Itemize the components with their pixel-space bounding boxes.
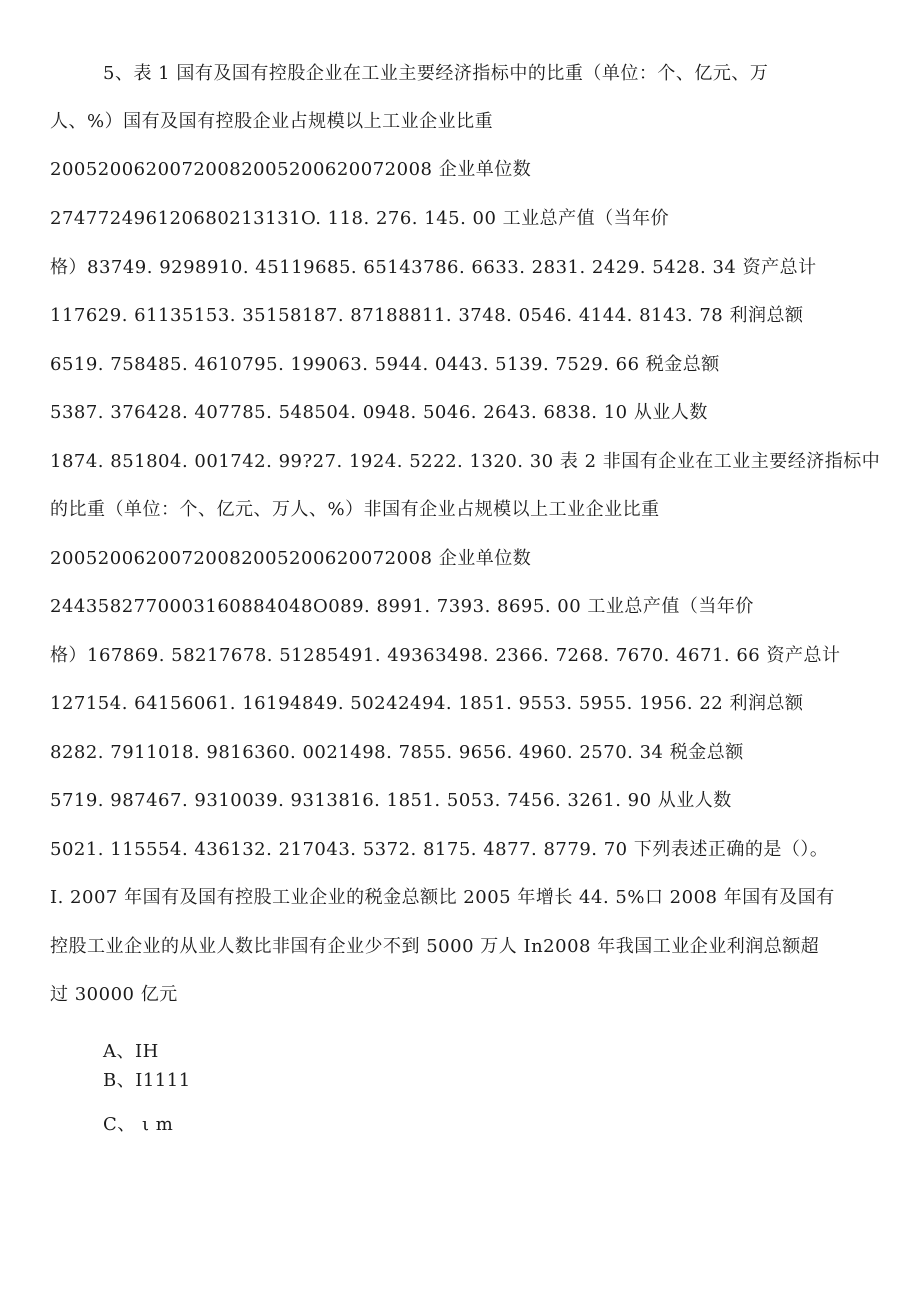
question-line-6: 117629. 61135153. 35158187. 87188811. 3748. 0546. 4144. 8143. 78 利润总额 — [50, 305, 804, 326]
question-line-1: 5、表 1 国有及国有控股企业在工业主要经济指标中的比重（单位：个、亿元、万 — [103, 63, 769, 84]
question-line-8: 5387. 376428. 407785. 548504. 0948. 5046. 2643. 6838. 10 从业人数 — [50, 402, 708, 423]
question-line-13: 格）167869. 58217678. 51285491. 49363498. 2366. 7268. 7670. 4671. 66 资产总计 — [50, 645, 841, 666]
question-line-9: 1874. 851804. 001742. 99?27. 1924. 5222. 1320. 30 表 2 非国有企业在工业主要经济指标中 — [50, 451, 881, 472]
question-line-12: 2443582770003160884048O089. 8991. 7393. 8695. 00 工业总产值（当年价 — [50, 596, 754, 617]
question-line-14: 127154. 64156061. 16194849. 50242494. 1851. 9553. 5955. 1956. 22 利润总额 — [50, 693, 804, 714]
question-line-5: 格）83749. 9298910. 45119685. 65143786. 6633. 2831. 2429. 5428. 34 资产总计 — [50, 257, 817, 278]
question-line-19: 控股工业企业的从业人数比非国有企业少不到 5000 万人 In2008 年我国工业企业利润总额超 — [50, 936, 820, 957]
option-a: A、IH — [103, 1041, 159, 1062]
question-line-16: 5719. 987467. 9310039. 9313816. 1851. 5053. 7456. 3261. 90 从业人数 — [50, 790, 732, 811]
question-line-7: 6519. 758485. 4610795. 199063. 5944. 0443. 5139. 7529. 66 税金总额 — [50, 354, 720, 375]
question-line-4: 274772496120680213131O. 118. 276. 145. 00 工业总产值（当年价 — [50, 208, 670, 229]
option-c: C、 ι m — [103, 1114, 174, 1135]
question-line-10: 的比重（单位：个、亿元、万人、%）非国有企业占规模以上工业企业比重 — [50, 499, 660, 520]
question-line-20: 过 30000 亿元 — [50, 984, 178, 1005]
question-line-15: 8282. 7911018. 9816360. 0021498. 7855. 9656. 4960. 2570. 34 税金总额 — [50, 742, 744, 763]
question-line-11: 20052006200720082005200620072008 企业单位数 — [50, 548, 532, 569]
question-line-3: 20052006200720082005200620072008 企业单位数 — [50, 159, 532, 180]
question-line-18: I. 2007 年国有及国有控股工业企业的税金总额比 2005 年增长 44. 5%口 2008 年国有及国有 — [50, 887, 835, 908]
question-line-2: 人、%）国有及国有控股企业占规模以上工业企业比重 — [50, 111, 494, 132]
question-line-17: 5021. 115554. 436132. 217043. 5372. 8175. 4877. 8779. 70 下列表述正确的是（）。 — [50, 839, 829, 860]
option-b: B、I1111 — [103, 1070, 191, 1091]
